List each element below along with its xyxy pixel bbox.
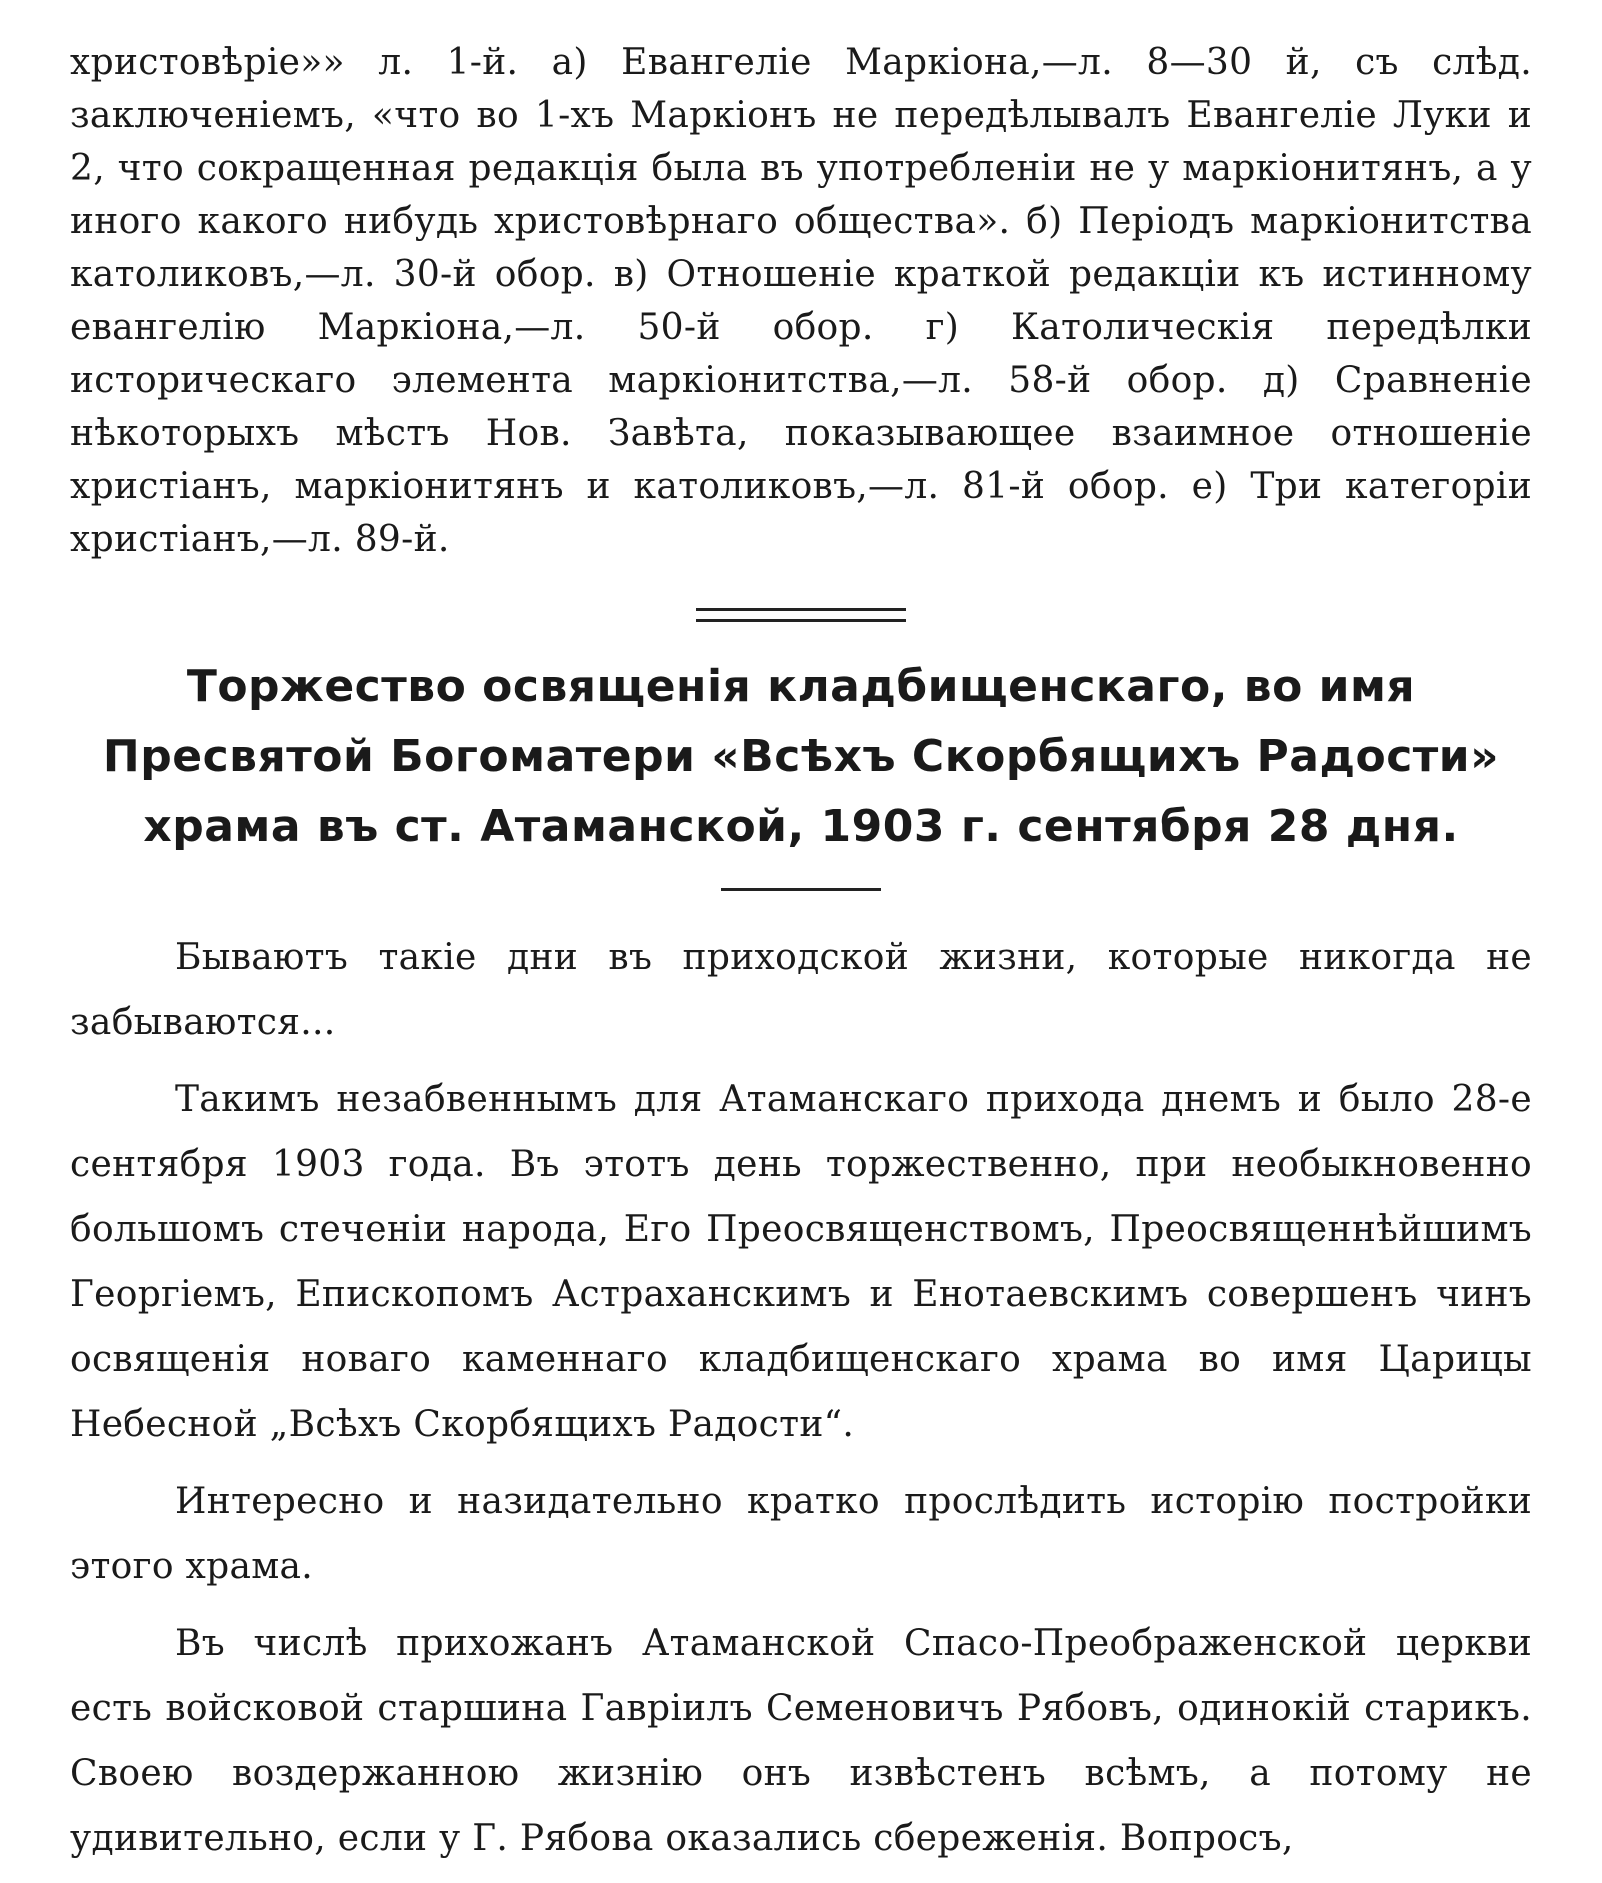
double-rule-divider [696, 608, 906, 622]
single-rule-divider [721, 888, 881, 891]
article-paragraph-2: Такимъ незабвеннымъ для Атаманскаго прихода днемъ и было 28-е сентября 1903 года. Въ этотъ день торжественно, при необыкновенно большомъ стеченіи народа, Его Преосвященствомъ, Преосвященнѣйшимъ Георгіемъ, Епископомъ Астраханскимъ и Енотаевскимъ совершенъ чинъ освященія новаго каменнаго кладбищенскаго храма во имя Царицы Небесной „Всѣхъ Скорбящихъ Радости“. [70, 1079, 1532, 1445]
article-title: Торжество освященія кладбищенскаго, во имя Пресвятой Богоматери «Всѣхъ Скорбящихъ Радости» храма въ ст. Атаманской, 1903 г. сентября 28 дня. [102, 661, 1500, 852]
document-page [70, 36, 1532, 1883]
article-paragraph-1: Бываютъ такіе дни въ приходской жизни, которые никогда не забываются... [70, 937, 1532, 1043]
article-paragraph-3: Интересно и назидательно кратко прослѣдить исторію постройки этого храма. [70, 1481, 1532, 1587]
article-paragraph-4: Въ числѣ прихожанъ Атаманской Спасо-Преображенской церкви есть войсковой старшина Гавріилъ Семеновичъ Рябовъ, одинокій старикъ. Своею воздержанною жизнію онъ извѣстенъ всѣмъ, а потому не удивительно, если у Г. Рябова оказались сбереженія. Вопросъ, [70, 1623, 1532, 1859]
intro-paragraph: христовѣріе»» л. 1-й. а) Евангеліе Маркіона,—л. 8—30 й, съ слѣд. заключеніемъ, «что во 1-хъ Маркіонъ не передѣлывалъ Евангеліе Луки и 2, что сокращенная редакція была въ употребленіи не у маркіонитянъ, а у иного какого нибудь христовѣрнаго общества». б) Періодъ маркіонитства католиковъ,—л. 30-й обор. в) Отношеніе краткой редакціи къ истинному евангелію Маркіона,—л. 50-й обор. г) Католическія передѣлки историческаго элемента маркіонитства,—л. 58-й обор. д) Сравненіе нѣкоторыхъ мѣстъ Нов. Завѣта, показывающее взаимное отношеніе христіанъ, маркіонитянъ и католиковъ,—л. 81-й обор. е) Три категоріи христіанъ,—л. 89-й. [70, 42, 1532, 560]
